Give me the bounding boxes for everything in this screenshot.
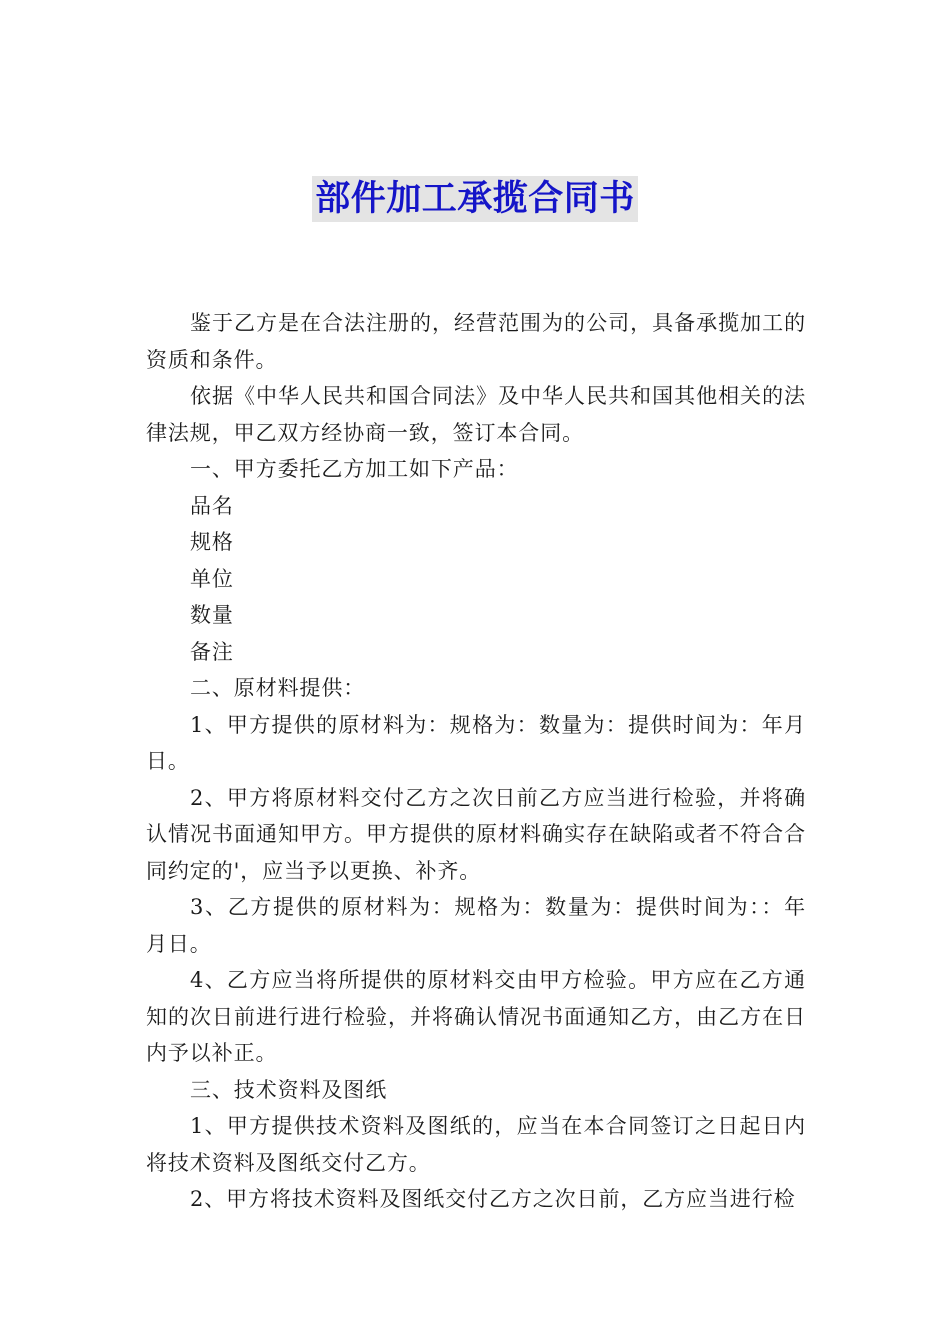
- clause-technical-1: 1、甲方提供技术资料及图纸的，应当在本合同签订之日起日内将技术资料及图纸交付乙方。: [146, 1114, 806, 1175]
- field-unit: 单位: [190, 566, 234, 591]
- document-title: 部件加工承揽合同书: [312, 176, 638, 222]
- field-quantity: 数量: [190, 603, 234, 627]
- title-container: [0, 176, 950, 222]
- clause-materials-3: 3、乙方提供的原材料为：规格为：数量为：提供时间为：：年月日。: [146, 895, 806, 956]
- section-heading-technical: 三、技术资料及图纸: [190, 1077, 388, 1102]
- clause-materials-2: 2、甲方将原材料交付乙方之次日前乙方应当进行检验，并将确认情况书面通知甲方。甲方提供的原材料确实存在缺陷或者不符合合同约定的'，应当予以更换、补齐。: [146, 785, 806, 883]
- field-product-name: 品名: [190, 493, 234, 518]
- section-heading-products: 一、甲方委托乙方加工如下产品：: [190, 457, 519, 481]
- field-remarks: 备注: [190, 639, 234, 664]
- field-specification: 规格: [190, 530, 234, 554]
- section-heading-materials: 二、原材料提供：: [190, 676, 366, 700]
- paragraph-legal-basis: 依据《中华人民共和国合同法》及中华人民共和国其他相关的法律法规，甲乙双方经协商一致，签订本合同。: [146, 384, 806, 445]
- clause-technical-2: 2、甲方将技术资料及图纸交付乙方之次日前，乙方应当进行检: [190, 1187, 796, 1211]
- paragraph-preamble: 鉴于乙方是在合法注册的，经营范围为的公司，具备承揽加工的资质和条件。: [146, 311, 806, 372]
- document-body: [146, 305, 806, 1218]
- clause-materials-4: 4、乙方应当将所提供的原材料交由甲方检验。甲方应在乙方通知的次日前进行进行检验，并将确认情况书面通知乙方，由乙方在日内予以补正。: [146, 968, 806, 1065]
- clause-materials-1: 1、甲方提供的原材料为：规格为：数量为：提供时间为：年月日。: [146, 712, 806, 773]
